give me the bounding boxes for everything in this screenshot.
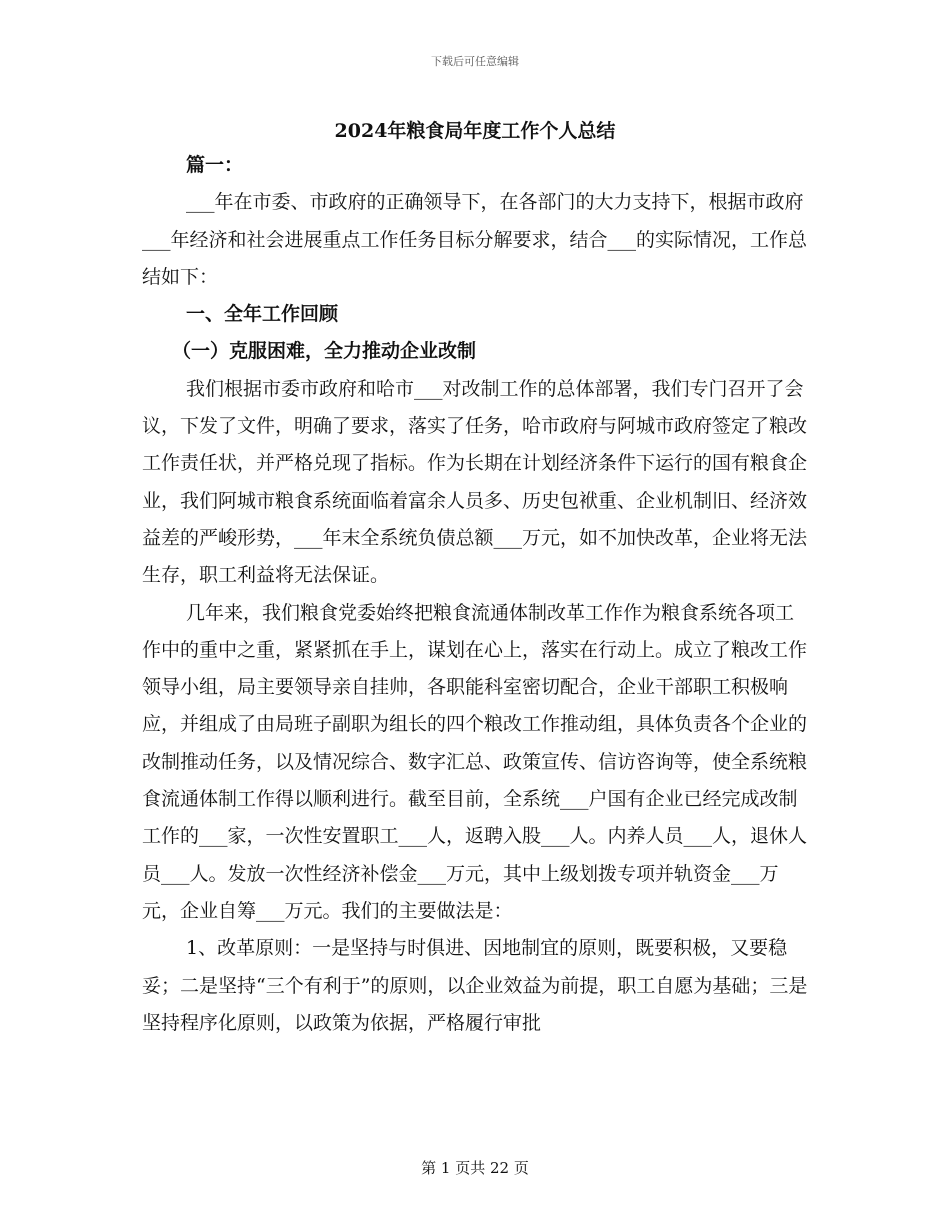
page-footer: 第 1 页共 22 页	[421, 1159, 529, 1177]
paragraph-reform-progress: 几年来，我们粮食党委始终把粮食流通体制改革工作作为粮食系统各项工作中的重中之重，紧紧抓在手上，谋划在心上，落实在行动上。成立了粮改工作领导小组，局主要领导亲自挂帅，各职能科室密切配合，企业干部职工积极响应，并组成了由局班子副职为组长的四个粮改工作推动组，具体负责各个企业的改制推动任务，以及情况综合、数字汇总、政策宣传、信访咨询等，使全系统粮食流通体制工作得以顺利进行。截至目前，全系统___户国有企业已经完成改制工作的___家，一次性安置职工___人，返聘入股___人。内养人员___人，退休人员___人。发放一次性经济补偿金___万元，其中上级划拨专项并轨资金___万元，企业自筹___万元。我们的主要做法是：	[142, 601, 808, 922]
paragraph-intro: ___年在市委、市政府的正确领导下，在各部门的大力支持下，根据市政府___年经济和社会进展重点工作任务目标分解要求，结合___的实际情况，工作总结如下：	[142, 191, 808, 288]
paragraph-reform-principles: 1、改革原则：一是坚持与时俱进、因地制宜的原则，既要积极，又要稳妥；二是坚持“三个有利于”的原则，以企业效益为前提，职工自愿为基础；三是坚持程序化原则，以政策为依据，严格履行审批	[142, 937, 808, 1034]
heading-annual-review: 一、全年工作回顾	[186, 303, 339, 326]
document-title: 2024年粮食局年度工作个人总结	[334, 120, 616, 142]
document-body	[142, 147, 808, 1042]
header-note: 下载后可任意编辑	[431, 55, 519, 68]
heading-enterprise-reform: （一）克服困难，全力推动企业改制	[172, 340, 477, 363]
paragraph-reform-deployment: 我们根据市委市政府和哈市___对改制工作的总体部署，我们专门召开了会议，下发了文件，明确了要求，落实了任务，哈市政府与阿城市政府签定了粮改工作责任状，并严格兑现了指标。作为长期在计划经济条件下运行的国有粮食企业，我们阿城市粮食系统面临着富余人员多、历史包袱重、企业机制旧、经济效益差的严峻形势，___年末全系统负债总额___万元，如不加快改革，企业将无法生存，职工利益将无法保证。	[142, 377, 808, 587]
section-label: 篇一：	[186, 154, 244, 176]
